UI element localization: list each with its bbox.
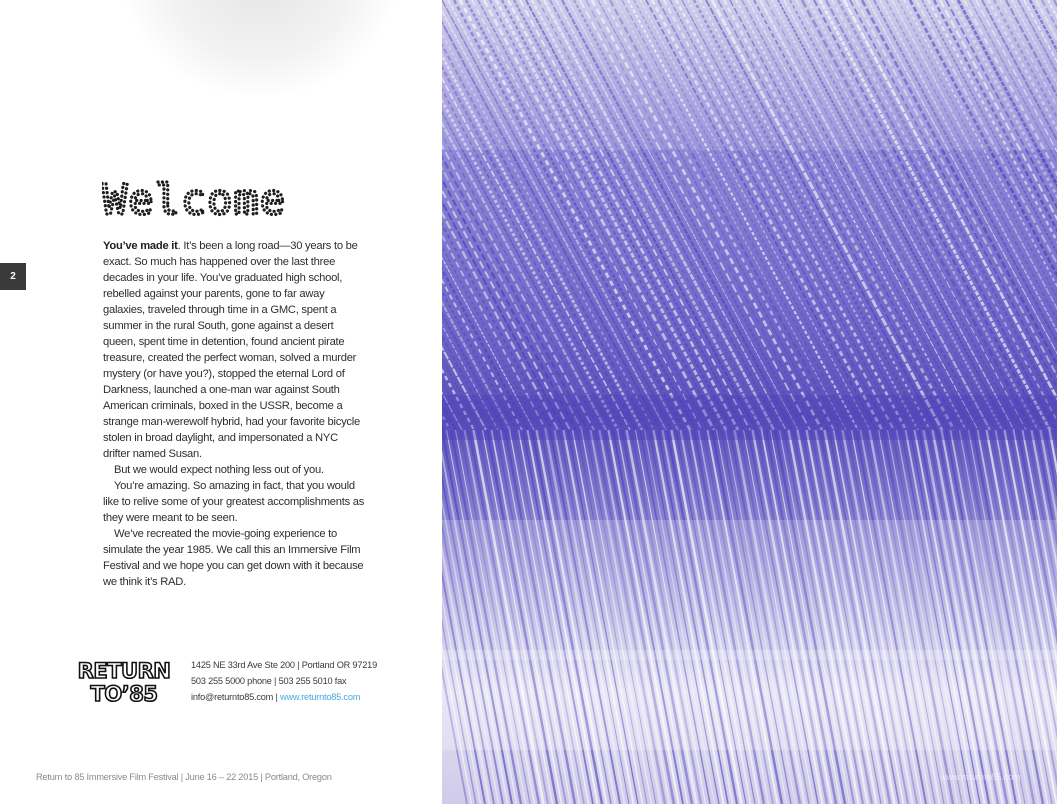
- texture-seam: [442, 395, 1057, 440]
- paragraph-4: We’ve recreated the movie-going experience to simulate the year 1985. We call this an Immersive Film Festival and we hope you can get down with it because we think it’s RAD.: [103, 528, 364, 588]
- contact-address: 1425 NE 33rd Ave Ste 200 | Portland OR 97219: [191, 660, 377, 670]
- texture-highlight: [442, 650, 1057, 750]
- return-to-85-logo: [72, 656, 176, 706]
- fabric-texture-image: [442, 0, 1057, 804]
- contact-website-link[interactable]: www.returnto85.com: [280, 692, 361, 702]
- logo-line-2: TO’85: [90, 682, 158, 706]
- contact-web-line: [191, 689, 377, 705]
- lead-phrase: You’ve made it: [103, 240, 178, 252]
- logo-line-1: RETURN: [77, 659, 171, 683]
- decorative-shadow: [120, 0, 400, 100]
- paragraph-1-text: . It’s been a long road—30 years to be exact. So much has happened over the last three decades in your life. You’ve graduated high school, rebelled against your parents, gone to far away galaxies, traveled through time in a GMC, spent a summer in the rural South, gone against a desert queen, spent time in detention, found ancient pirate treasure, created the perfect woman, solved a murder mystery (or have you?), stopped the eternal Lord of Darkness, launched a one-man war against South American criminals, boxed in the USSR, become a strange man-werewolf hybrid, had your favorite bicycle stolen in broad daylight, and impersonated a NYC drifter named Susan.: [103, 240, 360, 460]
- footer-website: www.returnto85.com: [940, 772, 1021, 782]
- paragraph-2: But we would expect nothing less out of you.: [114, 464, 324, 476]
- welcome-body: [103, 238, 365, 590]
- dot-matrix-heading: [102, 170, 302, 230]
- logo-graphic: [72, 656, 176, 706]
- left-page: [0, 0, 442, 804]
- paragraph-1: [103, 238, 365, 462]
- heading-text: Welcome: [102, 175, 287, 224]
- texture-highlight: [442, 0, 1057, 150]
- texture-highlight: [442, 520, 1057, 660]
- page-number: 2: [10, 271, 16, 282]
- contact-separator: |: [273, 692, 281, 702]
- paragraph-3: You’re amazing. So amazing in fact, that you would like to relive some of your greatest accomplishments as they were meant to be seen.: [103, 480, 365, 524]
- contact-info: [191, 657, 377, 705]
- right-page-photo: [442, 0, 1057, 804]
- page-number-tab: [0, 263, 26, 290]
- page-heading: [102, 170, 302, 230]
- footer-event-info: Return to 85 Immersive Film Festival | June 16 – 22 2015 | Portland, Oregon: [36, 772, 332, 782]
- contact-phones: 503 255 5000 phone | 503 255 5010 fax: [191, 676, 347, 686]
- contact-email[interactable]: info@returnto85.com: [191, 692, 274, 702]
